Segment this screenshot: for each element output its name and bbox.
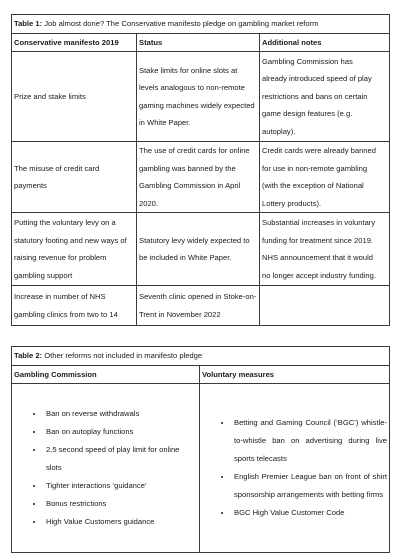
table-caption	[12, 347, 390, 366]
list-item: • Bonus restrictions	[44, 495, 197, 513]
pledge-line: gambling clinics from two to 14	[14, 309, 118, 319]
pledge-cell: Prize and stake limits	[12, 52, 137, 142]
pledge-cell	[12, 142, 137, 213]
caption-text: Other reforms not included in manifesto pledge	[42, 351, 203, 360]
notes-line: Lottery products).	[262, 198, 322, 208]
pledge-cell	[12, 213, 137, 286]
notes-line: autoplay).	[262, 126, 296, 136]
pledge-cell	[12, 286, 137, 326]
notes-line: no longer accept industry funding.	[262, 270, 376, 280]
caption-label: Table 1:	[14, 19, 43, 28]
pledge-line: The misuse of credit card	[14, 163, 100, 173]
status-line: Trent in November 2022	[139, 309, 221, 319]
status-line: Statutory levy widely expected to	[139, 235, 250, 245]
notes-line: game design features (e.g.	[262, 109, 353, 119]
pledge-line: gambling support	[14, 270, 73, 280]
notes-line: Credit cards were already banned	[262, 146, 376, 155]
status-cell	[137, 52, 260, 142]
pledge-line: raising revenue for problem	[14, 253, 107, 262]
table-row	[12, 213, 390, 286]
pledge-line: Putting the voluntary levy on a	[14, 218, 116, 227]
status-line: gaming machines widely expected	[139, 100, 255, 110]
status-line: The use of credit cards for online	[139, 146, 250, 155]
header-gambling-commission: Gambling Commission	[12, 365, 200, 384]
status-line: Seventh clinic opened in Stoke-on-	[139, 292, 257, 301]
pledge-line: payments	[14, 181, 47, 190]
notes-cell	[260, 213, 390, 286]
table-caption	[12, 15, 390, 34]
pledge-line: Increase in number of NHS	[14, 292, 106, 301]
notes-line: NHS announcement that it would	[262, 253, 374, 262]
commission-list	[14, 405, 197, 531]
table-row	[12, 52, 390, 142]
status-line: 2020.	[139, 198, 159, 208]
header-status: Status	[137, 33, 260, 52]
notes-line: already introduced speed of play	[262, 74, 372, 84]
notes-cell	[260, 142, 390, 213]
table-manifesto-pledge	[11, 14, 390, 326]
list-item: • BGC High Value Customer Code	[232, 504, 387, 522]
status-line: gambling was banned by the	[139, 163, 236, 173]
commission-list-cell	[12, 384, 200, 553]
list-item: • Ban on autoplay functions	[44, 423, 197, 441]
notes-line: (with the exception of National	[262, 181, 364, 190]
notes-line: for use in non-remote gambling	[262, 163, 368, 173]
table-row	[12, 384, 390, 553]
status-cell	[137, 286, 260, 326]
table-other-reforms	[11, 346, 390, 553]
list-item: • High Value Customers guidance	[44, 513, 197, 531]
notes-line: Substantial increases in voluntary	[262, 218, 376, 227]
notes-cell	[260, 52, 390, 142]
status-line: be included in White Paper.	[139, 253, 232, 262]
status-cell	[137, 213, 260, 286]
pledge-line: statutory footing and new ways of	[14, 235, 127, 245]
header-notes: Additional notes	[260, 33, 390, 52]
status-cell	[137, 142, 260, 213]
list-item: • Tighter interactions ‘guidance’	[44, 477, 197, 495]
caption-text: Job almost done? The Conservative manifesto pledge on gambling market reform	[42, 19, 319, 28]
list-item: • English Premier League ban on front of shirt sponsorship arrangements with betting firms	[232, 468, 387, 504]
status-line: Gambling Commission in April	[139, 181, 241, 190]
notes-line: Gambling Commission has	[262, 56, 353, 66]
list-item: • Ban on reverse withdrawals	[44, 405, 197, 423]
header-manifesto: Conservative manifesto 2019	[12, 33, 137, 52]
notes-cell-empty	[260, 286, 390, 326]
status-line: levels analogous to non-remote	[139, 83, 245, 92]
table-row	[12, 142, 390, 213]
list-item: • Betting and Gaming Council (‘BGC’) whistle-to-whistle ban on advertising during live sports telecasts	[232, 414, 387, 468]
list-item: • 2.5 second speed of play limit for online slots	[44, 441, 197, 477]
notes-line: restrictions and bans on certain	[262, 91, 368, 101]
caption-label: Table 2:	[14, 351, 43, 360]
voluntary-list	[202, 414, 387, 522]
table-row	[12, 286, 390, 326]
voluntary-list-cell	[200, 384, 390, 553]
notes-line: funding for treatment since 2019.	[262, 235, 374, 245]
status-line: Stake limits for online slots at	[139, 65, 238, 75]
header-voluntary-measures: Voluntary measures	[200, 365, 390, 384]
status-line: in White Paper.	[139, 118, 191, 127]
